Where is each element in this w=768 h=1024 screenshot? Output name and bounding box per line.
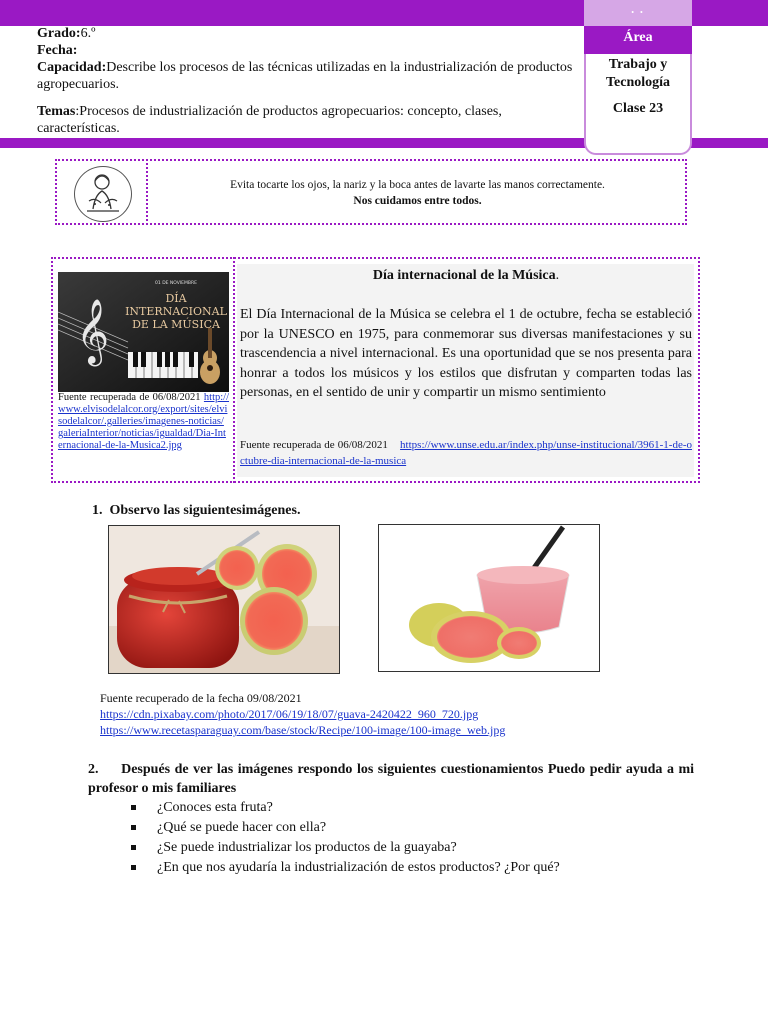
- list-item: ¿En que nos ayudaría la industrialización de estos productos? ¿Por qué?: [131, 858, 560, 878]
- music-caption-link[interactable]: http://www.elvisodelalcor.org/export/sites/elvisodelalcor/.galleries/imagenes-noticias/galeriaInterior/noticias/igualdad/Dia-Internacional-de-la-Musica2.jpg: [58, 392, 230, 451]
- music-image-title3: DE LA MÚSICA: [132, 318, 220, 331]
- music-source-label: Fuente recuperada de 06/08/2021: [240, 439, 388, 451]
- question-2-heading: [88, 760, 694, 798]
- question-1-heading: [92, 503, 300, 519]
- grado-value: 6.º: [80, 26, 96, 41]
- clase-number: Clase 23: [612, 101, 664, 116]
- music-title-text: Día internacional de la Música: [372, 268, 556, 283]
- temas-label: Temas: [37, 104, 76, 119]
- music-box-divider: [233, 257, 235, 483]
- question-1-number: 1.: [92, 503, 103, 518]
- music-image-title1: DÍA: [165, 292, 187, 305]
- grado-label: Grado:: [37, 26, 81, 41]
- handwashing-icon: [74, 166, 132, 222]
- music-image-title2: INTERNACIONAL: [125, 305, 227, 318]
- music-image-date: 01 DE NOVIEMBRE: [155, 281, 197, 286]
- music-caption-label: Fuente recuperada de 06/08/2021: [58, 392, 201, 403]
- temas-line: [37, 103, 575, 137]
- music-source: [240, 437, 692, 469]
- temas-text: :Procesos de industrialización de productos agropecuarios: concepto, clases, características.: [37, 104, 502, 136]
- capacidad-line: [37, 59, 575, 93]
- area-dots: • •: [584, 0, 692, 26]
- list-item: ¿Conoces esta fruta?: [131, 798, 560, 818]
- capacidad-label: Capacidad:: [37, 60, 107, 75]
- guava-smoothie-photo: [378, 524, 600, 672]
- grado-line: [37, 25, 575, 42]
- question-2-list: [131, 798, 560, 878]
- question-2-text: Después de ver las imágenes respondo los siguientes cuestionamientos Puedo pedir ayuda a mi profesor o mis familiares: [88, 762, 695, 796]
- fecha-line: [37, 42, 575, 59]
- music-body-text: El Día Internacional de la Música se celebra el 1 de octubre, fecha se estableció por la UNESCO en 1975, para conmemorar sus diversas manifestaciones y su trascendencia a nivel internacional. Es una oportunidad que se nos presenta para honrar a todos los músicos y los estilos que disfrutan y comparten todas las personas, en el sentido de unir y compartir un mismo sentimiento: [240, 307, 692, 400]
- list-item: ¿Qué se puede hacer con ella?: [131, 818, 560, 838]
- images-source: [100, 690, 505, 738]
- images-source-label: Fuente recuperado de la fecha 09/08/2021: [100, 691, 302, 705]
- notice-text: [150, 177, 685, 209]
- music-source-link[interactable]: https://www.unse.edu.ar/index.php/unse-institucional/3961-1-de-octubre-dia-internacional-de-la-musica: [240, 439, 693, 467]
- images-source-link-2[interactable]: https://www.recetasparaguay.com/base/stock/Recipe/100-image/100-image_web.jpg: [100, 723, 506, 737]
- area-subject-line1: Trabajo y: [608, 57, 668, 72]
- images-source-link-1[interactable]: https://cdn.pixabay.com/photo/2017/06/19/18/07/guava-2420422_960_720.jpg: [100, 707, 479, 721]
- area-subject-line2: Tecnología: [605, 75, 671, 90]
- capacidad-text: Describe los procesos de las técnicas utilizadas en la industrialización de productos agropecuarios.: [37, 60, 573, 92]
- music-title-suffix: .: [555, 268, 560, 283]
- area-title: Área: [584, 26, 692, 54]
- music-image-caption: [58, 392, 229, 452]
- question-2-number: 2.: [88, 762, 99, 777]
- area-subject: [584, 56, 692, 92]
- notice-divider: [146, 159, 148, 225]
- fecha-label: Fecha:: [37, 43, 78, 58]
- notice-line1: Evita tocarte los ojos, la nariz y la boca antes de lavarte las manos correctamente.: [230, 179, 605, 191]
- question-1-text: Observo las siguientesimágenes.: [109, 503, 301, 518]
- list-item: ¿Se puede industrializar los productos de la guayaba?: [131, 838, 560, 858]
- music-day-image: [58, 272, 229, 392]
- notice-line2: Nos cuidamos entre todos.: [353, 195, 482, 207]
- guava-jam-photo: [108, 525, 340, 674]
- music-title: [240, 268, 692, 284]
- svg-text:𝄞: 𝄞: [76, 299, 110, 364]
